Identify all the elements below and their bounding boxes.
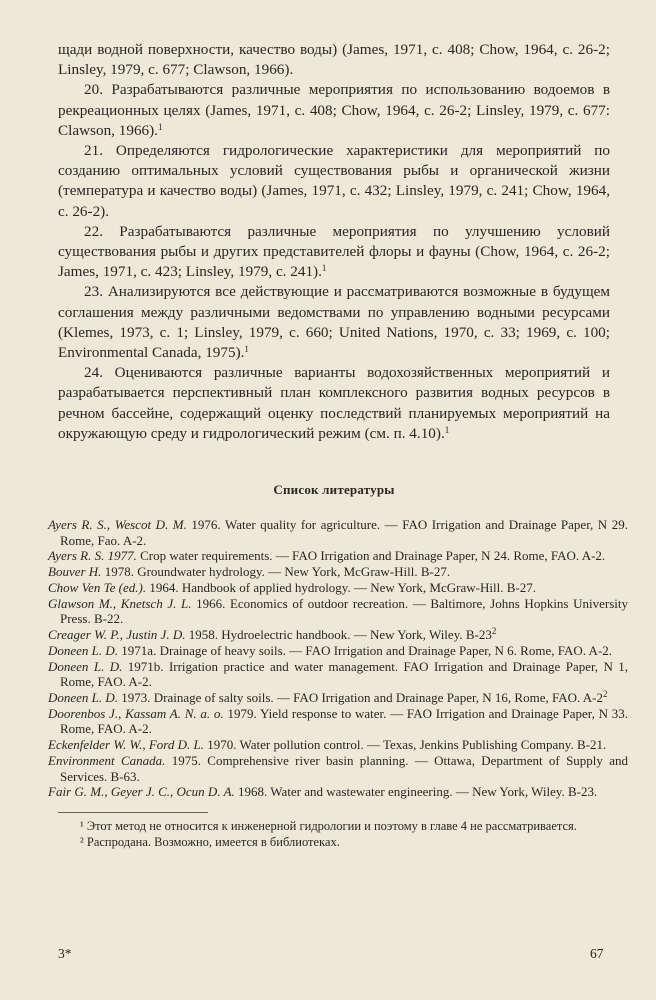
entry-author: Doorenbos J., Kassam A. N. a. o. bbox=[48, 705, 224, 721]
entry-text: 1958. Hydroelectric handbook. — New York, Wiley. B-23 bbox=[185, 627, 492, 643]
paragraph-text: 21. Определяются гидрологические характеристики для мероприятий по созданию оптимальных условий существования рыбы и органической жизни (температура и качество воды) (James, 1971, с. 432; Linsley, 1979, с. 241; Chow, 1964, с. 26-2). bbox=[58, 142, 610, 220]
paragraph bbox=[58, 222, 610, 283]
paragraph bbox=[58, 363, 610, 444]
paragraph bbox=[58, 40, 610, 80]
footnote: ¹ Этот метод не относится к инженерной гидрологии и поэтому в главе 4 не рассматривается. bbox=[80, 819, 577, 833]
paragraph-text: 23. Анализируются все действующие и рассматриваются возможные в будущем соглашения между различными ведомствами по управлению водными ресурсами (Klemes, 1973, с. 1; Linsley, 1979, с. 660; United Nations, 1970, с. 33; 1969, с. 100; Environmental Canada, 1975). bbox=[58, 283, 610, 362]
entry-text: 1971a. Drainage of heavy soils. — FAO Irrigation and Drainage Paper, N 6. Rome, FAO. A-2. bbox=[118, 642, 613, 658]
bibliography-entry bbox=[48, 753, 628, 784]
entry-text: 1968. Water and wastewater engineering. — New York, Wiley. B-23. bbox=[234, 784, 598, 800]
paragraph bbox=[58, 80, 610, 141]
bibliography-entry bbox=[48, 737, 628, 753]
entry-author: Environment Canada. bbox=[48, 753, 166, 769]
paragraph-text: 22. Разрабатываются различные мероприятия по улучшению условий существования рыбы и других представителей флоры и фауны (Chow, 1964, с. 26-2; James, 1971, с. 423; Linsley, 1979, с. 241). bbox=[58, 222, 610, 281]
entry-author: Bouver H. bbox=[48, 564, 102, 580]
footnote-ref: 2 bbox=[603, 689, 608, 700]
entry-text: Crop water requirements. — FAO Irrigation and Drainage Paper, N 24. Rome, FAO. A-2. bbox=[136, 548, 606, 564]
entry-text: 1966. Economics of outdoor recreation. — Baltimore, Johns Hopkins University Press. B-22. bbox=[60, 595, 628, 627]
bibliography-entry bbox=[48, 517, 628, 548]
entry-text: 1978. Groundwater hydrology. — New York, McGraw-Hill. B-27. bbox=[101, 564, 451, 580]
footnote: ² Распродана. Возможно, имеется в библиотеках. bbox=[80, 834, 340, 849]
entry-text: 1971b. Irrigation practice and water management. FAO Irrigation and Drainage Paper, N 1, Rome, FAO. A-2. bbox=[60, 658, 629, 690]
entry-author: Chow Ven Te (ed.). bbox=[48, 580, 147, 595]
entry-author: Eckenfelder W. W., Ford D. L. bbox=[48, 737, 204, 753]
page-number: 67 bbox=[590, 946, 604, 961]
bibliography-entry bbox=[48, 784, 628, 800]
footnote-ref: 1 bbox=[244, 344, 249, 355]
bibliography-entry bbox=[48, 596, 628, 627]
paragraph-text: 24. Оцениваются различные варианты водохозяйственных мероприятий и разрабатывается перспективный план комплексного развития водных ресурсов в речном бассейне, содержащий оценку последствий планируемых мероприятий на окружающую среду и гидрологический режим (см. п. 4.10). bbox=[58, 364, 610, 442]
footnotes bbox=[58, 819, 610, 850]
entry-text: 1964. Handbook of applied hydrology. — New York, McGraw-Hill. B-27. bbox=[146, 580, 536, 595]
footnote-ref: 1 bbox=[321, 263, 327, 274]
bibliography-title: Список литературы bbox=[273, 482, 395, 498]
entry-author: Glawson M., Knetsch J. L. bbox=[48, 595, 192, 611]
bibliography-entry bbox=[48, 548, 628, 564]
footnote-ref: 2 bbox=[491, 626, 497, 637]
signature-mark: 3* bbox=[58, 946, 72, 961]
entry-author: Doneen L. D. bbox=[48, 690, 119, 706]
bibliography-entry bbox=[48, 643, 628, 659]
entry-author: Fair G. M., Geyer J. C., Ocun D. A. bbox=[48, 784, 235, 800]
bibliography-list bbox=[48, 517, 629, 800]
footnote-divider bbox=[58, 812, 208, 813]
bibliography-entry bbox=[48, 627, 628, 643]
footnote-ref: 1 bbox=[157, 121, 163, 132]
paragraph-text: 20. Разрабатываются различные мероприятия по использованию водоемов в рекреационных целях (James, 1971, с. 408; Chow, 1964, с. 26-2; Linsley, 1979, с. 677: Clawson, 1966). bbox=[58, 81, 610, 139]
entry-text: 1975. Comprehensive river basin planning. — Ottawa, Department of Supply and Services. B-63. bbox=[60, 753, 628, 784]
entry-text: 1970. Water pollution control. — Texas, Jenkins Publishing Company. B-21. bbox=[203, 737, 607, 753]
entry-text: 1979. Yield response to water. — FAO Irrigation and Drainage Paper, N 33. Rome, FAO. A-2. bbox=[60, 705, 628, 737]
entry-author: Ayers R. S., Wescot D. M. bbox=[48, 517, 187, 533]
bibliography-entry bbox=[48, 564, 628, 580]
entry-author: Ayers R. S. 1977. bbox=[48, 548, 137, 564]
main-text bbox=[58, 40, 610, 444]
bibliography-entry bbox=[48, 690, 628, 706]
bibliography-entry bbox=[48, 659, 628, 690]
paragraph-text: щади водной поверхности, качество воды) (James, 1971, с. 408; Chow, 1964, с. 26-2; Linsley, 1979, с. 677; Clawson, 1966). bbox=[58, 41, 610, 79]
entry-author: Doneen L. D. bbox=[48, 642, 119, 658]
entry-author: Creager W. P., Justin J. D. bbox=[48, 627, 186, 643]
entry-author: Doneen L. D. bbox=[48, 658, 123, 674]
footnote-ref: 1 bbox=[444, 424, 450, 435]
bibliography-entry bbox=[48, 706, 628, 737]
paragraph bbox=[58, 282, 610, 363]
entry-text: 1976. Water quality for agriculture. — FAO Irrigation and Drainage Paper, N 29. Rome, Fao. A-2. bbox=[60, 517, 628, 548]
page-body bbox=[48, 40, 629, 850]
paragraph bbox=[58, 141, 610, 222]
bibliography-entry bbox=[48, 580, 628, 596]
entry-text: 1973. Drainage of salty soils. — FAO Irrigation and Drainage Paper, N 16, Rome, FAO. A-2 bbox=[118, 690, 604, 706]
